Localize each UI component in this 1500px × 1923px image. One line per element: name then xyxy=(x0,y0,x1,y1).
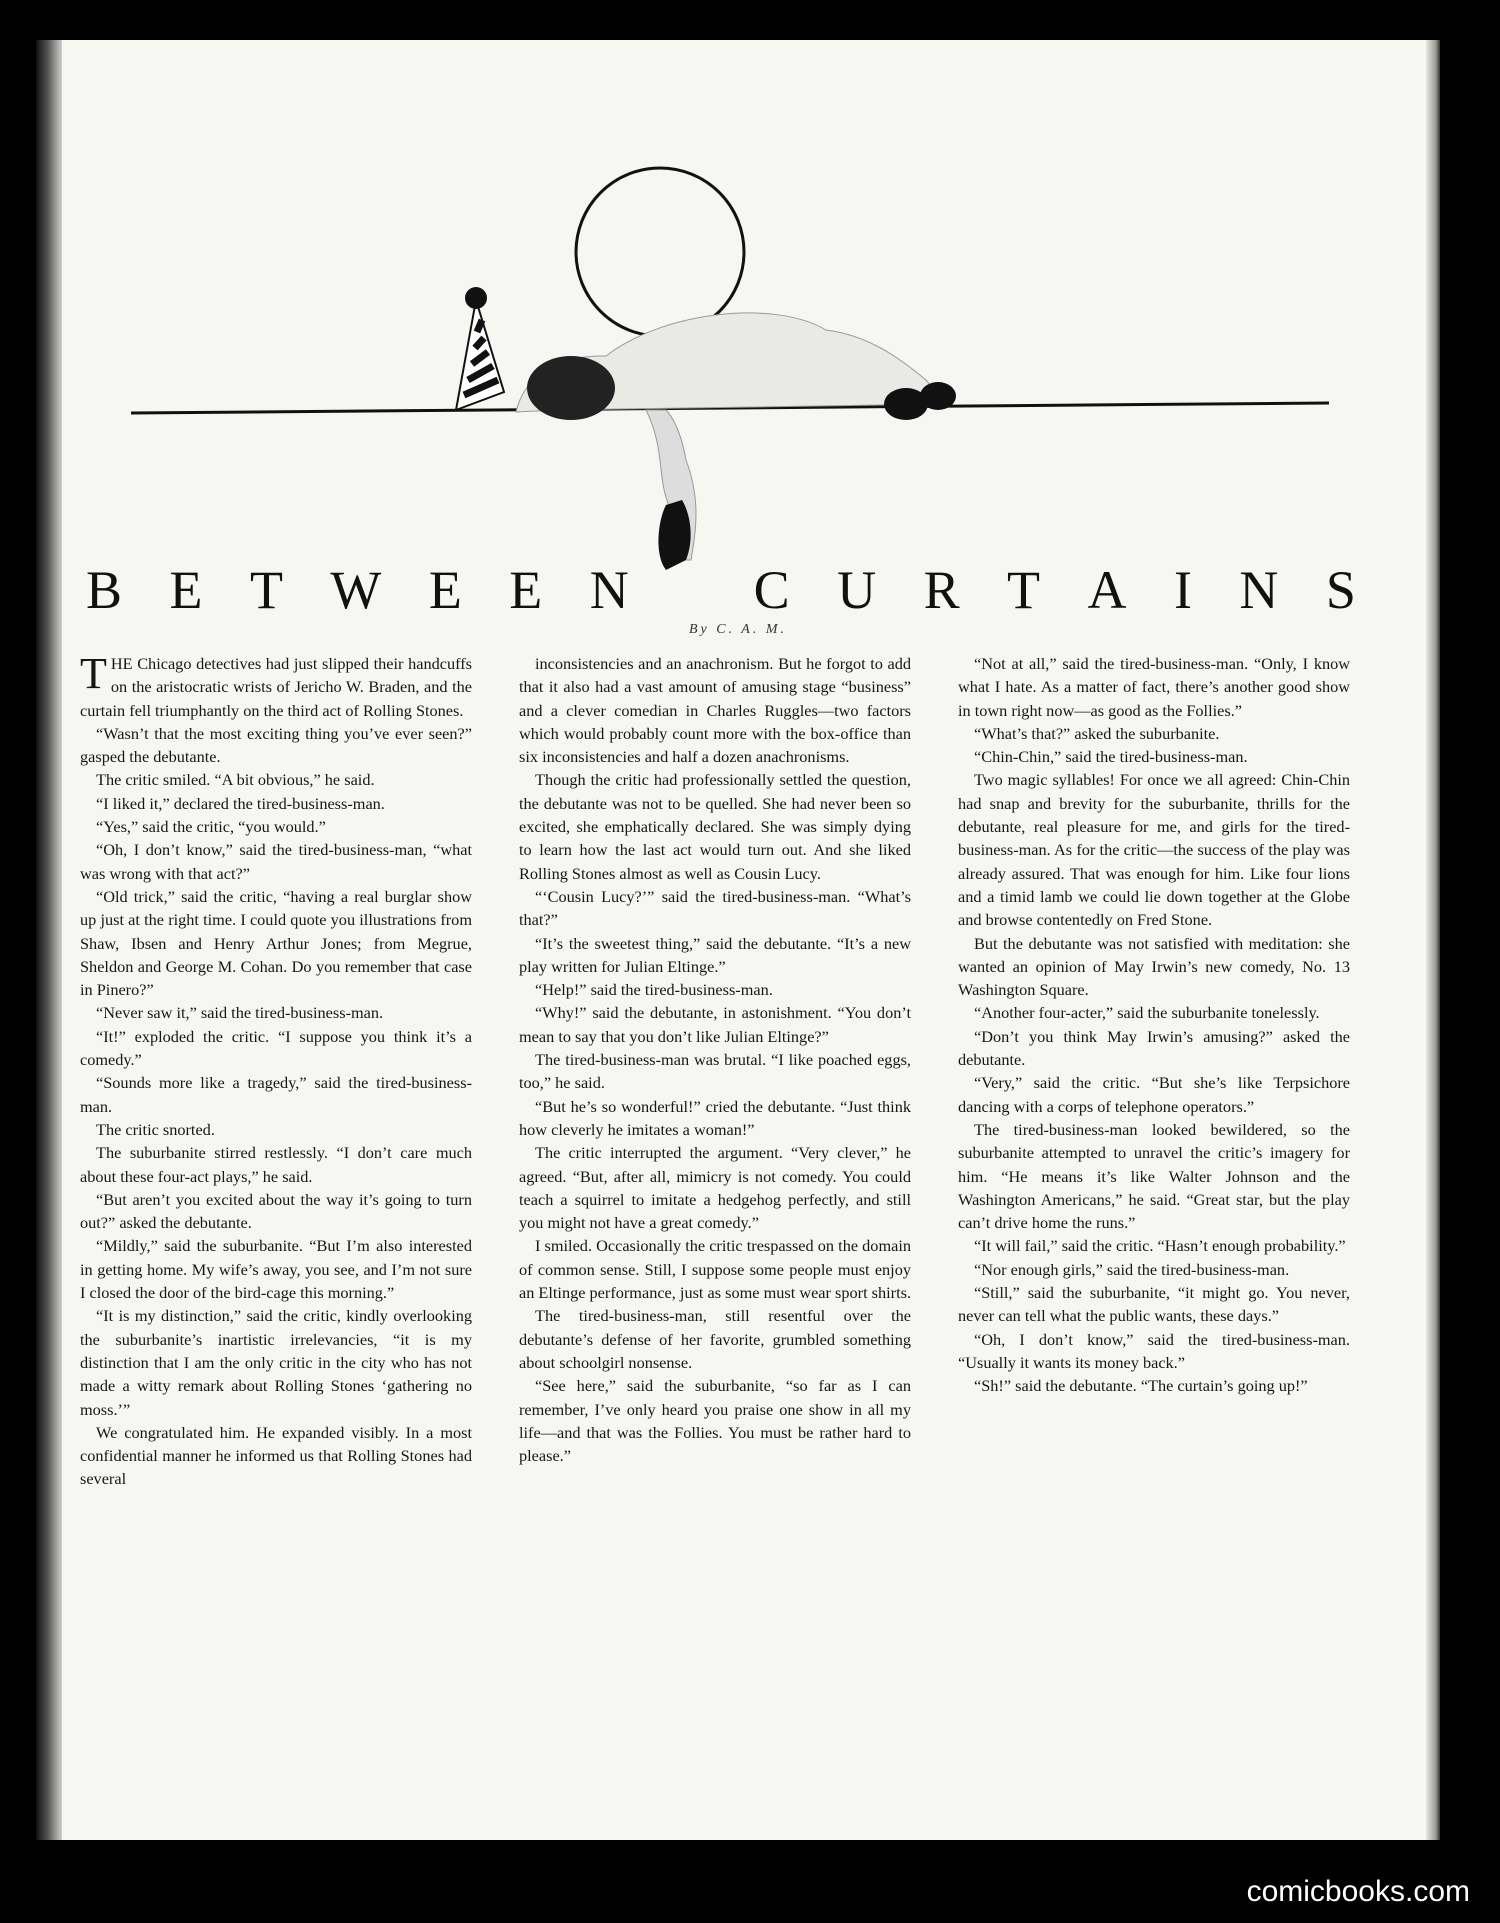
magazine-page xyxy=(36,40,1440,1840)
article-paragraph: I smiled. Occasionally the critic trespassed on the domain of common sense. Still, I suppose some people must enjoy an Eltinge performance, just as some must wear sport shirts. xyxy=(519,1236,912,1303)
article-paragraph: “Another four-acter,” said the suburbanite tonelessly. xyxy=(974,1003,1320,1023)
article-paragraph: “I liked it,” declared the tired-business-man. xyxy=(96,793,385,813)
article-paragraph: “It!” exploded the critic. “I suppose you think it’s a comedy.” xyxy=(80,1026,472,1070)
article-paragraph: “Never saw it,” said the tired-business-man. xyxy=(96,1003,384,1023)
article-paragraph: The critic interrupted the argument. “Very clever,” he agreed. “But, after all, mimicry is not comedy. You could teach a squirrel to imitate a hedgehog perfectly, and still you might not have a great comedy.” xyxy=(519,1143,911,1233)
article-paragraph: “Oh, I don’t know,” said the tired-business-man. “Usually it wants its money back.” xyxy=(958,1329,1350,1372)
page-gutter-left xyxy=(36,40,62,1840)
article-title xyxy=(86,560,1356,620)
article-paragraph: “Mildly,” said the suburbanite. “But I’m also interested in getting home. My wife’s away, you see, and I’m not sure I closed the door of the bird-cage this morning.” xyxy=(80,1236,472,1303)
title-letter: E xyxy=(428,560,462,620)
text-column-2 xyxy=(519,652,911,1772)
article-paragraph: “But he’s so wonderful!” cried the debutante. “Just think how cleverly he imitates a woman!” xyxy=(519,1096,911,1139)
article-paragraph: “It’s the sweetest thing,” said the debutante. “It’s a new play written for Julian Eltinge.” xyxy=(519,933,911,976)
title-letter: T xyxy=(1007,560,1041,620)
article-paragraph: “It will fail,” said the critic. “Hasn’t enough probability.” xyxy=(974,1236,1346,1256)
article-paragraph: “Sounds more like a tragedy,” said the tired-business-man. xyxy=(80,1073,472,1116)
article-paragraph: “See here,” said the suburbanite, “so far as I can remember, I’ve only heard you praise one show in all my life—and that was the Follies. You must be rather hard to please.” xyxy=(519,1376,911,1466)
title-letter: S xyxy=(1325,560,1356,620)
article-paragraph: “Why!” said the debutante, in astonishment. “You don’t mean to say that you don’t like Julian Eltinge?” xyxy=(519,1003,911,1046)
article-paragraph: “Not at all,” said the tired-business-man. “Only, I know what I hate. As a matter of fact, there’s another good show in town right now—as good as the Follies.” xyxy=(958,654,1350,720)
title-letter: A xyxy=(1087,560,1127,620)
article-paragraph: “Oh, I don’t know,” said the tired-business-man, “what was wrong with that act?” xyxy=(80,840,472,883)
article-paragraph: “Very,” said the critic. “But she’s like Terpsichore dancing with a corps of telephone operators.” xyxy=(958,1073,1350,1116)
article-paragraph: Though the critic had professionally settled the question, the debutante was not to be quelled. She had never been so excited, she emphatically declared. She was simply dying to learn how the last act would turn out. And she liked Rolling Stones almost as well as Cousin Lucy. xyxy=(519,770,911,883)
clown-on-tightrope-illustration xyxy=(126,160,1346,580)
title-letter: C xyxy=(753,560,790,620)
article-paragraph: Two magic syllables! For once we all agreed: Chin-Chin had snap and brevity for the suburbanite, thrills for the debutante, real pleasure for me, and girls for the tired-business-man. As for the critic—the success of the play was already assured. That was enough for him. Like four lions and a timid lamb we could lie down together at the Globe and browse contentedly on Fred Stone. xyxy=(958,770,1350,930)
title-letter: U xyxy=(837,560,877,620)
party-hat-icon xyxy=(456,287,504,410)
article-paragraph: inconsistencies and an anachronism. But he forgot to add that it also had a vast amount of amusing stage “business” and a clever comedian in Charles Ruggles—two factors which would probably count more with the box-office than six inconsistencies and half a dozen anachronisms. xyxy=(519,654,911,767)
title-letter: E xyxy=(509,560,543,620)
page-gutter-right xyxy=(1426,40,1440,1840)
article-paragraph: “‘Cousin Lucy?’” said the tired-business-man. “What’s that?” xyxy=(519,886,911,930)
article-body xyxy=(80,649,1350,1772)
article-paragraph: “Still,” said the suburbanite, “it might go. You never, never can tell what the public wants, these days.” xyxy=(958,1283,1350,1326)
title-letter: W xyxy=(330,560,382,620)
article-paragraph: “Chin-Chin,” said the tired-business-man. xyxy=(974,747,1248,767)
article-paragraph: “Old trick,” said the critic, “having a real burglar show up just at the right time. I could quote you illustrations from Shaw, Ibsen and Henry Arthur Jones; from Megrue, Sheldon and George M. Cohan. Do you remember that case in Pinero?” xyxy=(80,886,472,1000)
article-paragraph: The tired-business-man looked bewildered, so the suburbanite attempted to unravel the critic’s imagery for him. “He means it’s like Walter Johnson and the Washington Americans,” he said. “Great star, but the play can’t drive home the runs.” xyxy=(958,1119,1350,1233)
hoop-ring xyxy=(576,168,744,336)
article-paragraph: “But aren’t you excited about the way it’s going to turn out?” asked the debutante. xyxy=(80,1189,472,1233)
title-letter: E xyxy=(169,560,203,620)
text-column-1 xyxy=(80,649,472,1772)
article-paragraph: The critic smiled. “A bit obvious,” he said. xyxy=(96,770,375,790)
text-column-3 xyxy=(958,652,1350,1772)
drop-cap: T xyxy=(80,649,107,698)
reclining-clown-figure xyxy=(516,313,956,570)
title-letter: R xyxy=(923,560,960,620)
title-letter: I xyxy=(1173,560,1192,620)
article-paragraph: THE Chicago detectives had just slipped their handcuffs on the aristocratic wrists of Jericho W. Braden, and the curtain fell triumphantly on the third act of Rolling Stones. xyxy=(80,649,472,720)
article-paragraph: The suburbanite stirred restlessly. “I don’t care much about these four-act plays,” he said. xyxy=(80,1143,472,1186)
site-watermark: comicbooks.com xyxy=(1246,1875,1470,1908)
article-paragraph: “Nor enough girls,” said the tired-business-man. xyxy=(974,1259,1290,1279)
title-letter: N xyxy=(1239,560,1279,620)
article-paragraph: “What’s that?” asked the suburbanite. xyxy=(974,723,1220,743)
article-paragraph: “Sh!” said the debutante. “The curtain’s going up!” xyxy=(974,1376,1308,1396)
title-letter: B xyxy=(86,560,123,620)
article-paragraph: The tired-business-man was brutal. “I like poached eggs, too,” he said. xyxy=(519,1050,911,1093)
title-letter: N xyxy=(589,560,629,620)
byline: By C. A. M. xyxy=(688,622,788,637)
article-paragraph: The tired-business-man, still resentful over the debutante’s defense of her favorite, grumbled something about schoolgirl nonsense. xyxy=(519,1306,911,1372)
article-paragraph: But the debutante was not satisfied with meditation: she wanted an opinion of May Irwin’s new comedy, No. 13 Washington Square. xyxy=(958,933,1350,1000)
title-letter: T xyxy=(249,560,283,620)
article-paragraph: “Don’t you think May Irwin’s amusing?” asked the debutante. xyxy=(958,1026,1350,1070)
article-paragraph: “Help!” said the tired-business-man. xyxy=(535,980,773,1000)
article-paragraph: “Wasn’t that the most exciting thing you’ve ever seen?” gasped the debutante. xyxy=(80,723,472,767)
article-paragraph: “Yes,” said the critic, “you would.” xyxy=(96,817,326,837)
article-paragraph: “It is my distinction,” said the critic, kindly overlooking the suburbanite’s inartistic irrelevancies, “it is my distinction that I am the only critic in the city who has not made a witty remark about Rolling Stones ‘gathering no moss.’” xyxy=(80,1306,472,1419)
article-paragraph: We congratulated him. He expanded visibly. In a most confidential manner he informed us that Rolling Stones had several xyxy=(80,1422,472,1489)
article-paragraph: The critic snorted. xyxy=(96,1119,215,1139)
